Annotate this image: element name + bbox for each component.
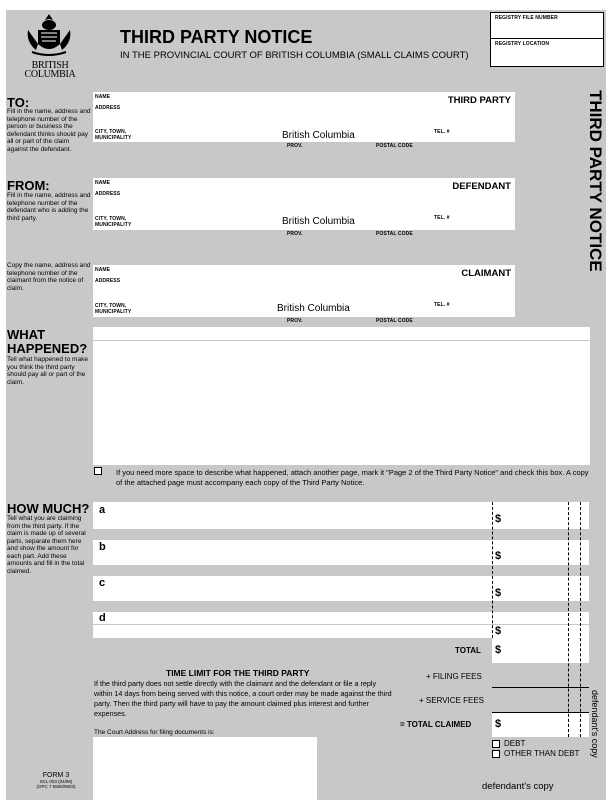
third-party-name-label: NAME (95, 94, 111, 100)
third-party-address-field[interactable] (123, 104, 503, 128)
time-limit-heading: TIME LIMIT FOR THE THIRD PARTY (166, 668, 310, 678)
defendant-province-value: British Columbia (282, 216, 355, 227)
claimant-box (93, 265, 515, 317)
defendant-role: DEFENDANT (452, 181, 511, 192)
other-than-debt-label: OTHER THAN DEBT (504, 749, 580, 758)
claim-row-b-letter: b (99, 541, 106, 553)
registry-file-number-field[interactable] (491, 13, 603, 39)
third-party-city-label: CITY, TOWN, MUNICIPALITY (95, 129, 132, 141)
claimant-tel-label: TEL. # (434, 302, 450, 308)
claim-row-d-dollar: $ (495, 625, 502, 637)
form-title: THIRD PARTY NOTICE (120, 27, 313, 47)
total-dollar: $ (495, 644, 502, 656)
third-party-province-value: British Columbia (282, 130, 355, 141)
claim-row-b-dollar: $ (495, 550, 502, 562)
form-page (6, 10, 606, 800)
bottom-copy-label: defendant's copy (482, 781, 554, 792)
third-party-name-field[interactable] (123, 92, 453, 103)
registry-box (490, 12, 604, 67)
defendant-prov-label: PROV. (287, 231, 303, 237)
claim-row-a-dollar: $ (495, 513, 502, 525)
third-party-prov-label: PROV. (287, 143, 303, 149)
filing-fees-label: + FILING FEES (426, 672, 482, 681)
more-space-checkbox[interactable] (94, 467, 102, 475)
claimant-city-label: CITY, TOWN, MUNICIPALITY (95, 303, 132, 315)
claim-row-a[interactable] (93, 502, 589, 529)
side-copy-label: defendant's copy (590, 690, 600, 758)
form-id-line-1: FORM 3 (42, 772, 70, 779)
what-happened-heading-1: WHAT (7, 327, 46, 342)
claimant-address-field[interactable] (123, 277, 503, 301)
claim-row-b[interactable] (93, 540, 589, 565)
defendant-address-field[interactable] (123, 190, 503, 214)
bc-coat-of-arms-icon (24, 12, 74, 60)
other-than-debt-checkbox[interactable] (492, 750, 500, 758)
third-party-postal-label: POSTAL CODE (376, 143, 413, 149)
third-party-address-label: ADDRESS (95, 105, 121, 111)
logo-line-2: COLUMBIA (24, 69, 76, 80)
claimant-role: CLAIMANT (461, 268, 511, 279)
total-claimed-field[interactable] (492, 713, 589, 737)
service-fees-label: + SERVICE FEES (419, 696, 484, 705)
side-title: THIRD PARTY NOTICE (586, 90, 605, 272)
defendant-address-label: ADDRESS (95, 191, 121, 197)
filing-fees-field[interactable] (492, 664, 589, 688)
defendant-tel-label: TEL. # (434, 215, 450, 221)
logo-line-1: BRITISH (31, 60, 69, 71)
time-limit-text: If the third party does not settle directly with the claimant and the defendant or file a reply within 14 days from being served with this notice, a court order may be made against the third party. Then the third party will have to pay the amount claimed plus interest and further expenses. (94, 679, 392, 718)
debt-checkbox[interactable] (492, 740, 500, 748)
registry-location-label: REGISTRY LOCATION (495, 41, 550, 47)
form-id-line-2: SCL 003 (04/96) (39, 779, 73, 784)
claimant-name-label: NAME (95, 267, 111, 273)
from-heading: FROM: (7, 178, 50, 193)
more-space-note: If you need more space to describe what happened, attach another page, mark it "Page 2 of the Third Party Notice" and check this box. A copy of the attached page must accompany each copy of the Third Party Notice. (116, 468, 589, 487)
what-happened-help-text: Tell what happened to make you think the third party should pay all or part of the claim. (7, 356, 88, 386)
claimant-postal-label: POSTAL CODE (376, 318, 413, 324)
claimant-help-text: Copy the name, address and telephone number of the claimant from the notice of claim. (7, 262, 91, 292)
to-help-text: Fill in the name, address and telephone number of the person or business the defendant thinks should pay all or part of the claim against the defendant. (7, 108, 91, 153)
claim-row-c-letter: c (99, 577, 106, 589)
total-claimed-dollar: $ (495, 718, 502, 730)
form-id-line-3: (OPC 7 5506/9603) (36, 784, 76, 789)
how-much-help-text: Tell what you are claiming from the third party. If the claim is made up of several parts, separate them here and show the amount for each part. Add these amounts and fill in the total claimed. (7, 515, 86, 575)
what-happened-heading-2: HAPPENED? (7, 341, 88, 356)
form-subtitle: IN THE PROVINCIAL COURT OF BRITISH COLUMBIA (SMALL CLAIMS COURT) (120, 50, 469, 61)
debt-label: DEBT (504, 739, 526, 748)
court-address-label: The Court Address for filing documents is: (94, 729, 215, 736)
third-party-tel-label: TEL. # (434, 129, 450, 135)
defendant-city-label: CITY, TOWN, MUNICIPALITY (95, 216, 132, 228)
third-party-role: THIRD PARTY (447, 95, 511, 106)
claimant-name-field[interactable] (123, 265, 453, 276)
claim-row-d-letter: d (99, 612, 106, 624)
defendant-box (93, 178, 515, 230)
defendant-name-label: NAME (95, 180, 111, 186)
what-happened-textarea[interactable] (93, 327, 590, 465)
service-fees-field[interactable] (492, 689, 589, 713)
from-help-text: Fill in the name, address and telephone number of the defendant who is adding the third party. (7, 192, 91, 222)
claim-row-a-letter: a (99, 504, 106, 516)
claimant-prov-label: PROV. (287, 318, 303, 324)
claimant-province-value: British Columbia (277, 303, 350, 314)
defendant-postal-label: POSTAL CODE (376, 231, 413, 237)
defendant-name-field[interactable] (123, 178, 453, 189)
claim-row-d[interactable] (93, 612, 589, 638)
to-heading: TO: (7, 95, 30, 110)
registry-file-number-label: REGISTRY FILE NUMBER (495, 15, 558, 21)
registry-location-field[interactable] (491, 39, 603, 49)
claim-row-c-dollar: $ (495, 587, 502, 599)
total-field[interactable] (492, 638, 589, 663)
court-address-field[interactable] (93, 737, 317, 800)
total-claimed-label: = TOTAL CLAIMED (400, 720, 472, 729)
third-party-box (93, 92, 515, 142)
total-label: TOTAL (455, 646, 481, 655)
how-much-heading: HOW MUCH? (7, 501, 90, 516)
claimant-address-label: ADDRESS (95, 278, 121, 284)
form-id (26, 772, 86, 789)
claim-row-c[interactable] (93, 576, 589, 601)
bc-logo-text (20, 61, 80, 79)
